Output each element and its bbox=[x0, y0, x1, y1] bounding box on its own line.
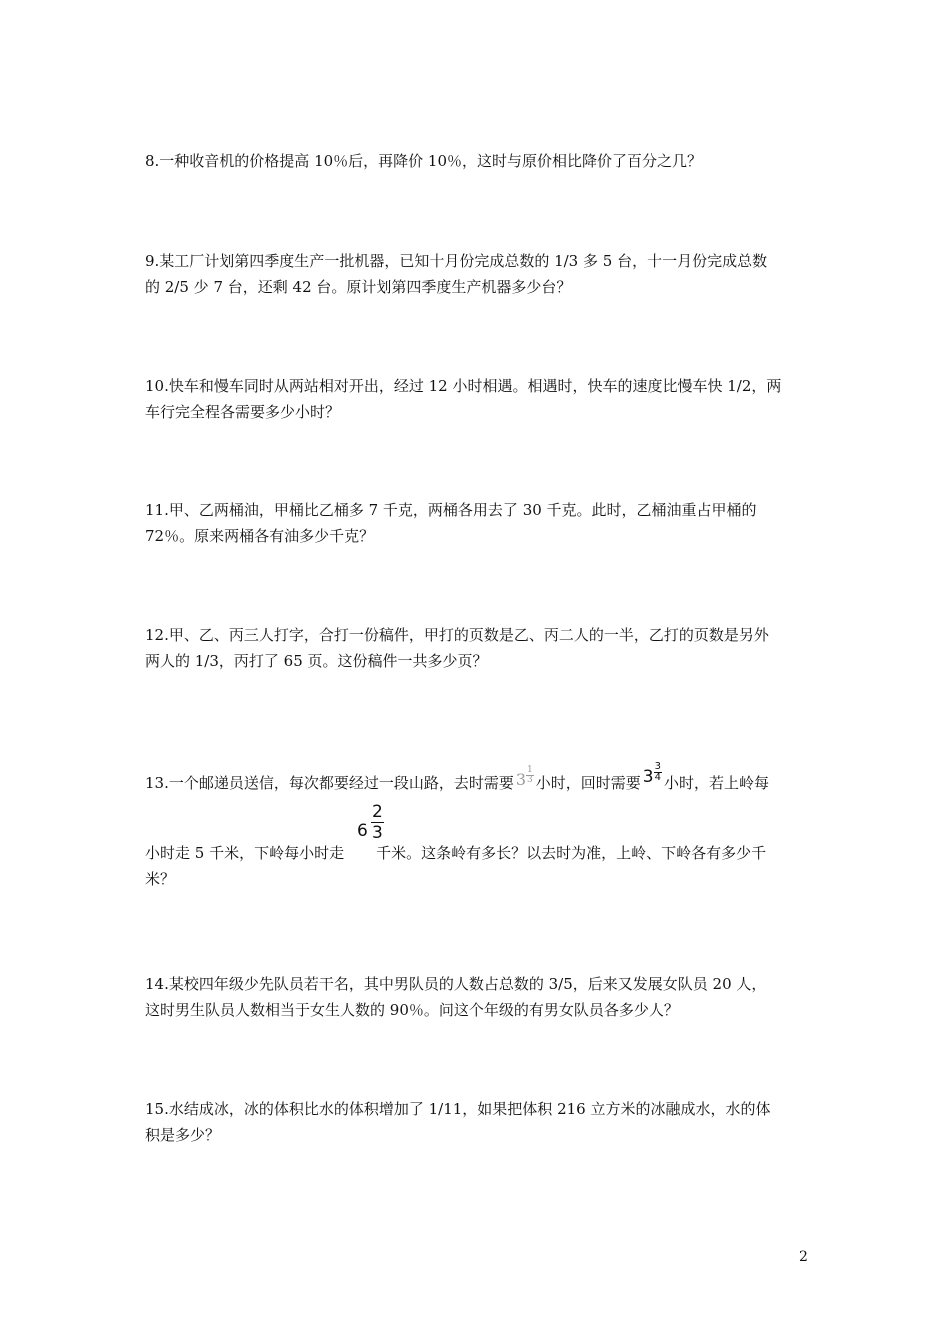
problem-13-text-3: 小时，若上岭每 bbox=[664, 774, 770, 792]
mixed-fraction-3-1-3 bbox=[516, 766, 534, 796]
problem-9-line-2: 的 2/5 少 7 台，还剩 42 台。原计划第四季度生产机器多少台？ bbox=[145, 278, 572, 296]
problem-12-line-1: 12.甲、乙、丙三人打字，合打一份稿件，甲打的页数是乙、丙二人的一半，乙打的页数是另外 bbox=[145, 626, 769, 644]
problem-12 bbox=[145, 622, 807, 674]
problem-10 bbox=[145, 373, 807, 425]
problem-14-line-1: 14.某校四年级少先队员若干名，其中男队员的人数占总数的 3/5，后来又发展女队员 20 人， bbox=[145, 975, 767, 993]
fraction-denominator: 3 bbox=[372, 823, 383, 843]
problem-13-text-1: 13.一个邮递员送信，每次都要经过一段山路，去时需要 bbox=[145, 774, 514, 792]
problem-13-text-2: 小时，回时需要 bbox=[535, 774, 641, 792]
problem-12-line-2: 两人的 1/3，丙打了 65 页。这份稿件一共多少页？ bbox=[145, 652, 488, 670]
problem-8-line-1: 8.一种收音机的价格提高 10％后，再降价 10％，这时与原价相比降价了百分之几？ bbox=[145, 152, 703, 170]
problem-15-line-1: 15.水结成冰，冰的体积比水的体积增加了 1/11，如果把体积 216 立方米的冰融成水，水的体 bbox=[145, 1100, 771, 1118]
problem-11-line-2: 72％。原来两桶各有油多少千克？ bbox=[145, 527, 375, 545]
problem-10-line-1: 10.快车和慢车同时从两站相对开出，经过 12 小时相遇。相遇时，快车的速度比慢车快 1/2，两 bbox=[145, 377, 782, 395]
fraction-whole: 3 bbox=[515, 770, 527, 789]
problem-11-line-1: 11.甲、乙两桶油，甲桶比乙桶多 7 千克，两桶各用去了 30 千克。此时，乙桶油重占甲桶的 bbox=[145, 501, 757, 519]
problem-9-line-1: 9.某工厂计划第四季度生产一批机器，已知十月份完成总数的 1/3 多 5 台，十一月份完成总数 bbox=[145, 252, 768, 270]
problem-13-text-5: 千米。这条岭有多长？以去时为准，上岭、下岭各有多少千 bbox=[376, 844, 767, 862]
fraction-denominator: 3 bbox=[527, 775, 533, 785]
problem-13-line-2 bbox=[145, 802, 807, 866]
fraction-denominator: 4 bbox=[654, 772, 661, 783]
fraction-numerator: 2 bbox=[372, 802, 383, 822]
problem-13-line-1 bbox=[145, 762, 807, 796]
problem-11 bbox=[145, 497, 807, 549]
page-number: 2 bbox=[799, 1249, 808, 1265]
problem-13-line-3: 米？ bbox=[145, 870, 176, 888]
problem-9 bbox=[145, 248, 807, 300]
problem-10-line-2: 车行完全程各需要多少小时？ bbox=[145, 403, 341, 421]
problem-13-continued bbox=[145, 802, 807, 892]
problem-15 bbox=[145, 1096, 807, 1148]
fraction-whole: 6 bbox=[357, 821, 368, 841]
problem-13 bbox=[145, 762, 807, 796]
fraction-numerator: 3 bbox=[654, 761, 661, 772]
problem-14-line-2: 这时男生队员人数相当于女生人数的 90％。问这个年级的有男女队员各多少人？ bbox=[145, 1001, 679, 1019]
problem-15-line-2: 积是多少？ bbox=[145, 1126, 221, 1144]
fraction-whole: 3 bbox=[642, 767, 654, 787]
fraction-numerator: 1 bbox=[527, 765, 533, 775]
problem-14 bbox=[145, 971, 807, 1023]
mixed-fraction-3-3-4 bbox=[643, 762, 662, 796]
problem-8 bbox=[145, 148, 807, 174]
problem-13-text-4: 小时走 5 千米，下岭每小时走 bbox=[145, 844, 345, 862]
